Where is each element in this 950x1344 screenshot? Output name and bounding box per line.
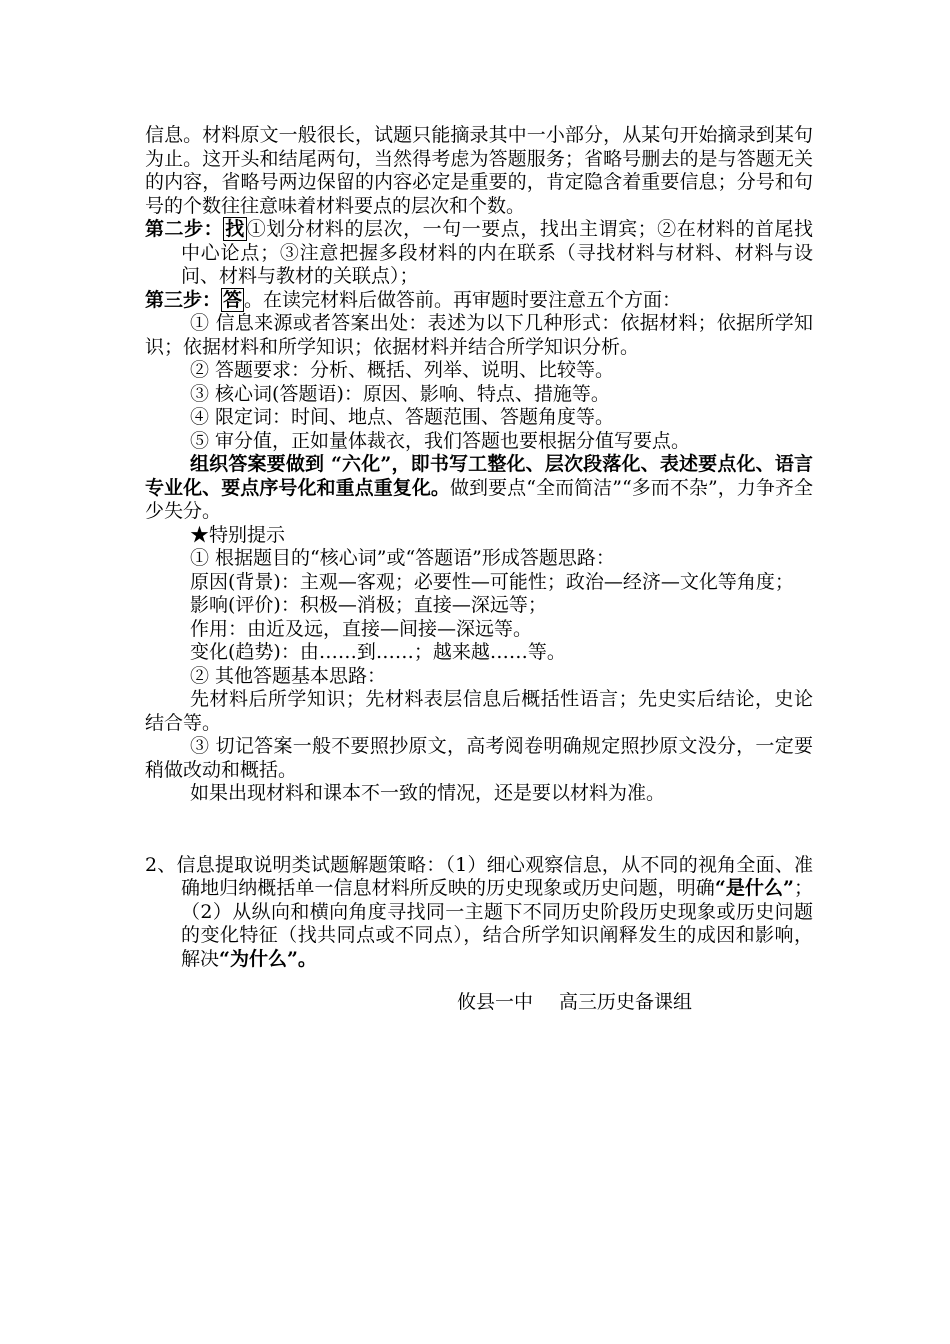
tips-line: 如果出现材料和课本不一致的情况，还是要以材料为准。 [190, 782, 666, 804]
tips-line: ③ 切记答案一般不要照抄原文，高考阅卷明确规定照抄原文没分，一定要稍做改动和概括。 [145, 735, 813, 781]
step2-paragraph [145, 218, 813, 289]
step3-paragraph [145, 289, 813, 313]
section2-bold-why: “为什么”。 [219, 947, 317, 970]
document-page [145, 124, 813, 1015]
step2-label: 第二步： [145, 218, 224, 240]
tips-line: ① 根据题目的“核心词”或“答题语”形成答题思路： [190, 547, 615, 569]
signature [145, 991, 813, 1015]
organize-bold-text: 组织答案要做到 “六化”，即书写工整化、层次段落化、表述要点化、语言专业化、要点序号化和重点重复化。 [145, 453, 813, 499]
step3-item: ④ 限定词：时间、地点、答题范围、答题角度等。 [190, 406, 615, 428]
section2-part2: ；（2）从纵向和横向角度寻找同一主题下不同历史阶段历史现象或历史问题的变化特征（找共同点或不同点），结合所学知识阐释发生的成因和影响，解决 [181, 877, 813, 970]
section2-part1: 2、信息提取说明类试题解题策略：（1）细心观察信息，从不同的视角全面、准确地归纳概括单一信息材料所反映的历史现象或历史问题，明确 [145, 853, 813, 899]
step3-key-box: 答 [223, 288, 243, 311]
step3-item: ③ 核心词(答题语)：原因、影响、特点、措施等。 [190, 382, 610, 405]
tips-line: 影响(评价)：积极—消极；直接—深远等； [190, 594, 547, 616]
section-spacer [145, 806, 813, 854]
step3-item: ② 答题要求：分析、概括、列举、说明、比较等。 [190, 359, 615, 381]
section2-paragraph [145, 854, 813, 972]
tips-line: 作用：由近及远，直接—间接—深远等。 [190, 617, 533, 640]
tips-line: ② 其他答题基本思路： [190, 664, 387, 687]
step3-item: ① 信息来源或者答案出处：表述为以下几种形式：依据材料；依据所学知识；依据材料和所学知识；依据材料并结合所学知识分析。 [145, 312, 813, 358]
intro-paragraph: 信息。材料原文一般很长，试题只能摘录其中一小部分，从某句开始摘录到某句为止。这开头和结尾两句，当然得考虑为答题服务；省略号删去的是与答题无关的内容，省略号两边保留的内容必定是重要的，肯定隐含着重要信息；分号和句号的个数往往意味着材料要点的层次和个数。 [145, 124, 813, 217]
tips-title: ★特别提示 [190, 523, 286, 546]
tips-line: 原因(背景)：主观—客观；必要性—可能性；政治—经济—文化等角度； [190, 570, 794, 593]
step2-text: ①划分材料的层次，一句一要点，找出主谓宾；②在材料的首尾找中心论点；③注意把握多段材料的内在联系（寻找材料与材料、材料与设问、材料与教材的关联点）； [181, 218, 813, 287]
tips-line: 先材料后所学知识；先材料表层信息后概括性语言；先史实后结论，史论结合等。 [145, 688, 813, 734]
signature-school: 攸县一中 [457, 991, 534, 1013]
tips-line: 变化(趋势)：由……到……；越来越……等。 [190, 641, 566, 663]
step3-label: 第三步： [145, 288, 222, 311]
step3-item: ⑤ 审分值，正如量体裁衣，我们答题也要根据分值写要点。 [190, 429, 691, 452]
organize-rest-text: 做到要点“全而简洁”“多而不杂”，力争齐全少失分。 [145, 476, 813, 522]
signature-group: 高三历史备课组 [559, 991, 693, 1013]
step2-key-box: 找 [225, 218, 245, 240]
step3-text: 。在读完材料后做答前。再审题时要注意五个方面： [244, 288, 682, 311]
organize-paragraph [145, 453, 813, 524]
section2-bold-what: “是什么” [714, 877, 794, 899]
